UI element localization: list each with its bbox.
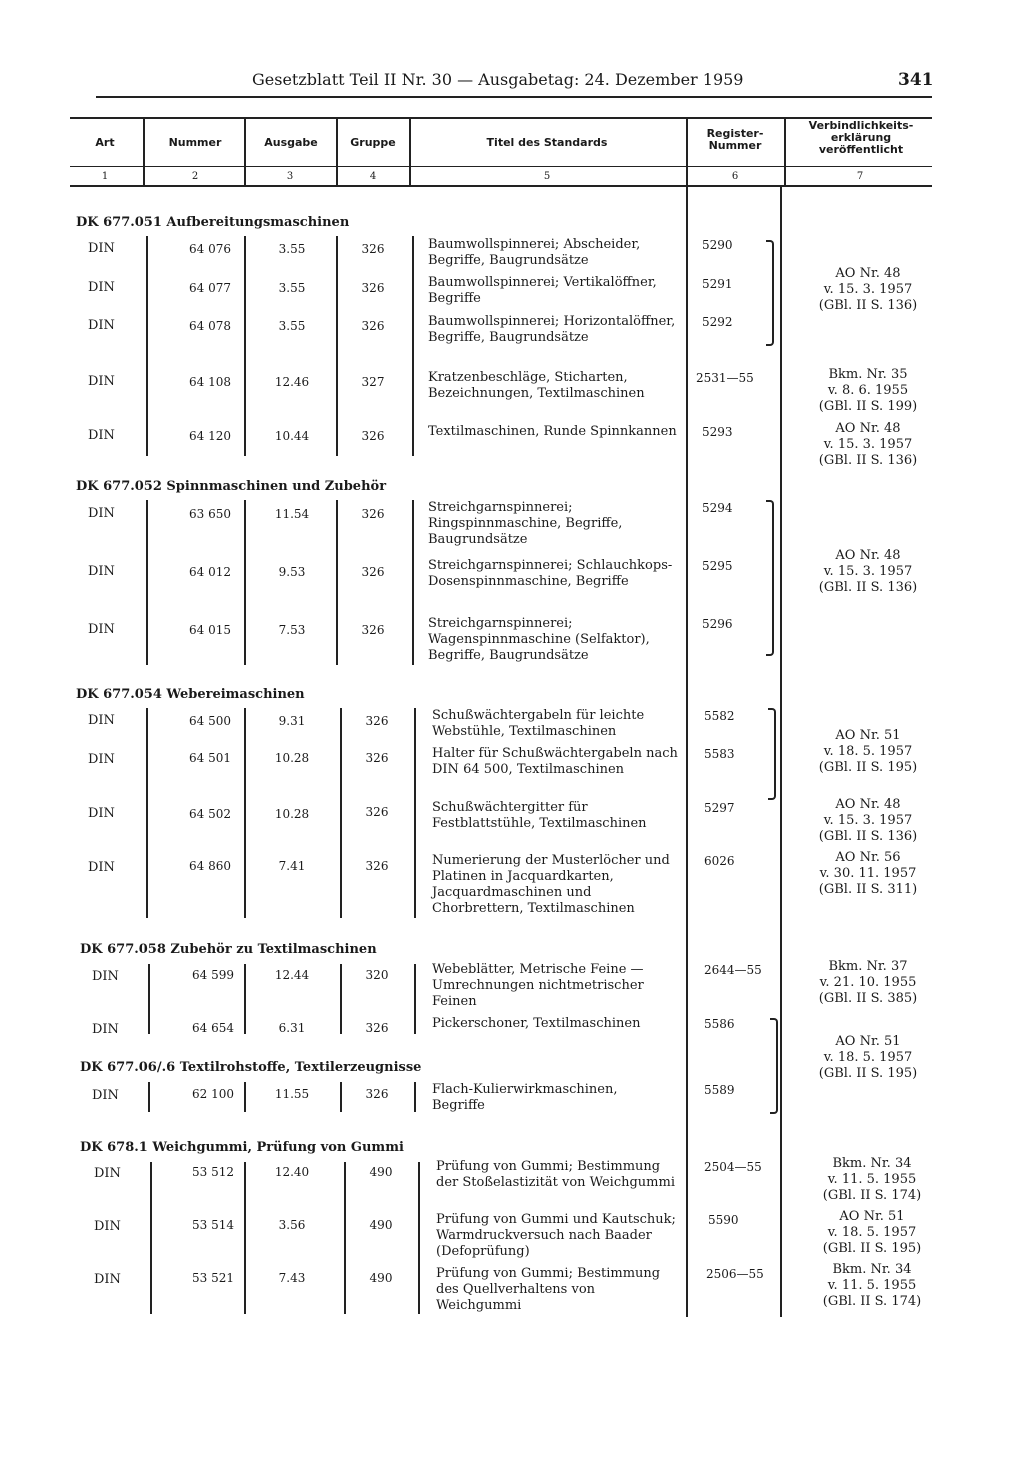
section-col-divider xyxy=(146,236,148,456)
cell-ausgabe: 12.40 xyxy=(274,1165,310,1179)
cell-nummer: 64 501 xyxy=(189,751,231,765)
page-header-title: Gesetzblatt Teil II Nr. 30 — Ausgabetag: 24. Dezember 1959 xyxy=(252,70,744,89)
table-top-rule xyxy=(70,117,932,119)
cell-titel: Baumwollspinnerei; Vertikalöffner, Begriffe xyxy=(428,275,657,306)
cell-nummer: 64 599 xyxy=(192,968,234,982)
header-col-divider xyxy=(784,118,786,187)
cell-register: 5291 xyxy=(702,277,733,291)
cell-gruppe: 326 xyxy=(361,319,385,333)
cell-register: 5292 xyxy=(702,315,733,329)
section-heading: DK 677.054 Webereimaschinen xyxy=(76,687,305,702)
brace-bracket xyxy=(766,240,774,346)
cell-ausgabe: 9.53 xyxy=(278,565,306,579)
cell-register: 5296 xyxy=(702,617,733,631)
cell-ausgabe: 3.55 xyxy=(278,319,306,333)
cell-gruppe: 490 xyxy=(369,1165,393,1179)
cell-register: 2531—55 xyxy=(696,371,754,385)
cell-art: DIN xyxy=(88,374,115,389)
col-header-ausgabe: Ausgabe xyxy=(264,136,318,149)
cell-ausgabe: 11.55 xyxy=(274,1087,310,1101)
brace-bracket xyxy=(766,500,774,656)
cell-register: 5583 xyxy=(704,747,735,761)
cell-gruppe: 490 xyxy=(369,1271,393,1285)
col-num-3: 3 xyxy=(286,171,294,182)
section-col-divider xyxy=(336,236,338,456)
cell-gruppe: 327 xyxy=(361,375,385,389)
cell-register: 5297 xyxy=(704,801,735,815)
cell-nummer: 64 500 xyxy=(189,714,231,728)
cell-titel: Pickerschoner, Textilmaschinen xyxy=(432,1016,641,1031)
cell-verbindlichkeit: AO Nr. 48 v. 15. 3. 1957 (GBl. II S. 136) xyxy=(818,797,918,844)
cell-register: 2644—55 xyxy=(704,963,762,977)
cell-register: 5589 xyxy=(704,1083,735,1097)
cell-nummer: 64 860 xyxy=(189,859,231,873)
cell-register: 5586 xyxy=(704,1017,735,1031)
cell-art: DIN xyxy=(92,969,119,984)
cell-gruppe: 326 xyxy=(365,859,389,873)
cell-nummer: 53 514 xyxy=(192,1218,234,1232)
cell-verbindlichkeit: AO Nr. 51 v. 18. 5. 1957 (GBl. II S. 195) xyxy=(818,1034,918,1081)
cell-nummer: 64 015 xyxy=(189,623,231,637)
cell-gruppe: 326 xyxy=(365,1021,389,1035)
cell-gruppe: 490 xyxy=(369,1218,393,1232)
cell-gruppe: 326 xyxy=(361,281,385,295)
section-col-divider xyxy=(340,964,342,1034)
section-col-divider xyxy=(414,964,416,1034)
cell-verbindlichkeit: AO Nr. 51 v. 18. 5. 1957 (GBl. II S. 195) xyxy=(818,728,918,775)
cell-ausgabe: 12.44 xyxy=(274,968,310,982)
cell-titel: Streichgarnspinnerei; Ringspinnmaschine, Begriffe, Baugrundsätze xyxy=(428,500,623,547)
header-col-divider xyxy=(686,118,688,187)
col-header-nummer: Nummer xyxy=(168,136,222,149)
cell-art: DIN xyxy=(88,860,115,875)
section-col-divider xyxy=(148,1082,150,1112)
cell-verbindlichkeit: AO Nr. 48 v. 15. 3. 1957 (GBl. II S. 136) xyxy=(818,266,918,313)
section-heading: DK 677.051 Aufbereitungsmaschinen xyxy=(76,215,350,230)
cell-art: DIN xyxy=(88,506,115,521)
section-col-divider xyxy=(336,500,338,665)
section-col-divider xyxy=(414,1082,416,1112)
cell-titel: Baumwollspinnerei; Abscheider, Begriffe, Baugrundsätze xyxy=(428,237,641,268)
cell-verbindlichkeit: Bkm. Nr. 35 v. 8. 6. 1955 (GBl. II S. 199) xyxy=(818,367,918,414)
page-number: 341 xyxy=(898,70,934,90)
col-num-5: 5 xyxy=(543,171,551,182)
header-col-divider xyxy=(409,118,411,187)
cell-titel: Prüfung von Gummi; Bestimmung des Quellverhaltens von Weichgummi xyxy=(436,1266,661,1313)
col-num-1: 1 xyxy=(101,171,109,182)
cell-register: 6026 xyxy=(704,854,735,868)
section-col-divider xyxy=(146,500,148,665)
col-header-gruppe: Gruppe xyxy=(350,136,396,149)
brace-bracket xyxy=(768,708,776,800)
cell-art: DIN xyxy=(88,564,115,579)
cell-ausgabe: 12.46 xyxy=(274,375,310,389)
cell-gruppe: 326 xyxy=(365,714,389,728)
cell-titel: Prüfung von Gummi und Kautschuk; Warmdruckversuch nach Baader (Defoprüfung) xyxy=(436,1212,676,1259)
cell-art: DIN xyxy=(88,280,115,295)
section-col-divider xyxy=(340,1082,342,1112)
cell-verbindlichkeit: Bkm. Nr. 37 v. 21. 10. 1955 (GBl. II S. 385) xyxy=(818,959,918,1006)
cell-titel: Flach-Kulierwirkmaschinen, Begriffe xyxy=(432,1082,618,1113)
section-col-divider xyxy=(414,708,416,918)
cell-ausgabe: 7.41 xyxy=(278,859,306,873)
col-header-register: Register-Nummer xyxy=(706,127,764,152)
col-num-4: 4 xyxy=(369,171,377,182)
cell-titel: Numerierung der Musterlöcher und Platinen in Jacquardkarten, Jacquardmaschinen und Chorbrettern, Textilmaschinen xyxy=(432,853,670,916)
cell-titel: Prüfung von Gummi; Bestimmung der Stoßelastizität von Weichgummi xyxy=(436,1159,675,1190)
section-col-divider xyxy=(150,1162,152,1314)
cell-nummer: 64 078 xyxy=(189,319,231,333)
cell-nummer: 64 076 xyxy=(189,242,231,256)
cell-register: 5294 xyxy=(702,501,733,515)
section-col-divider xyxy=(244,236,246,456)
section-col-divider xyxy=(244,500,246,665)
cell-titel: Webeblätter, Metrische Feine — Umrechnungen nichtmetrischer Feinen xyxy=(432,962,644,1009)
cell-art: DIN xyxy=(88,241,115,256)
cell-nummer: 64 654 xyxy=(192,1021,234,1035)
cell-register: 5295 xyxy=(702,559,733,573)
cell-verbindlichkeit: AO Nr. 51 v. 18. 5. 1957 (GBl. II S. 195) xyxy=(822,1209,922,1256)
header-col-divider xyxy=(143,118,145,187)
col-num-7: 7 xyxy=(856,171,864,182)
cell-nummer: 53 521 xyxy=(192,1271,234,1285)
cell-nummer: 64 012 xyxy=(189,565,231,579)
cell-titel: Streichgarnspinnerei; Schlauchkops-Dosenspinnmaschine, Begriffe xyxy=(428,558,673,589)
cell-ausgabe: 10.44 xyxy=(274,429,310,443)
cell-register: 5590 xyxy=(708,1213,739,1227)
cell-nummer: 64 120 xyxy=(189,429,231,443)
cell-titel: Streichgarnspinnerei; Wagenspinnmaschine (Selfaktor), Begriffe, Baugrundsätze xyxy=(428,616,650,663)
cell-titel: Textilmaschinen, Runde Spinnkannen xyxy=(428,424,677,439)
cell-titel: Baumwollspinnerei; Horizontalöffner, Begriffe, Baugrundsätze xyxy=(428,314,676,345)
cell-art: DIN xyxy=(88,713,115,728)
cell-register: 5290 xyxy=(702,238,733,252)
col-num-6: 6 xyxy=(731,171,739,182)
cell-art: DIN xyxy=(94,1219,121,1234)
cell-art: DIN xyxy=(88,318,115,333)
cell-art: DIN xyxy=(92,1022,119,1037)
cell-gruppe: 326 xyxy=(361,507,385,521)
header-col-divider xyxy=(336,118,338,187)
cell-verbindlichkeit: Bkm. Nr. 34 v. 11. 5. 1955 (GBl. II S. 174) xyxy=(822,1156,922,1203)
section-heading: DK 677.06/.6 Textilrohstoffe, Textilerzeugnisse xyxy=(80,1060,422,1075)
header-col-divider xyxy=(244,118,246,187)
cell-titel: Schußwächtergitter für Festblattstühle, Textilmaschinen xyxy=(432,800,647,831)
col-header-titel: Titel des Standards xyxy=(486,136,608,149)
cell-art: DIN xyxy=(88,622,115,637)
cell-verbindlichkeit: AO Nr. 48 v. 15. 3. 1957 (GBl. II S. 136) xyxy=(818,421,918,468)
cell-ausgabe: 3.56 xyxy=(278,1218,306,1232)
cell-nummer: 53 512 xyxy=(192,1165,234,1179)
cell-ausgabe: 3.55 xyxy=(278,281,306,295)
cell-gruppe: 326 xyxy=(365,751,389,765)
cell-titel: Schußwächtergabeln für leichte Webstühle, Textilmaschinen xyxy=(432,708,645,739)
section-col-divider xyxy=(344,1162,346,1314)
cell-gruppe: 320 xyxy=(365,968,389,982)
section-heading: DK 678.1 Weichgummi, Prüfung von Gummi xyxy=(80,1140,404,1155)
cell-ausgabe: 3.55 xyxy=(278,242,306,256)
header-bottom-rule xyxy=(70,185,932,187)
cell-ausgabe: 7.43 xyxy=(278,1271,306,1285)
cell-art: DIN xyxy=(88,752,115,767)
body-col-divider xyxy=(686,187,688,1317)
section-col-divider xyxy=(148,964,150,1034)
cell-nummer: 63 650 xyxy=(189,507,231,521)
cell-register: 2506—55 xyxy=(706,1267,764,1281)
cell-gruppe: 326 xyxy=(361,242,385,256)
cell-art: DIN xyxy=(88,806,115,821)
cell-titel: Kratzenbeschläge, Sticharten, Bezeichnungen, Textilmaschinen xyxy=(428,370,645,401)
col-header-verbindlichkeit: Verbindlichkeits-erklärung veröffentlicht xyxy=(808,119,914,156)
cell-gruppe: 326 xyxy=(361,623,385,637)
cell-ausgabe: 10.28 xyxy=(274,807,310,821)
section-col-divider xyxy=(340,708,342,918)
cell-titel: Halter für Schußwächtergabeln nach DIN 64 500, Textilmaschinen xyxy=(432,746,678,777)
cell-register: 5293 xyxy=(702,425,733,439)
cell-ausgabe: 6.31 xyxy=(278,1021,306,1035)
section-col-divider xyxy=(146,708,148,918)
section-heading: DK 677.058 Zubehör zu Textilmaschinen xyxy=(80,942,377,957)
cell-gruppe: 326 xyxy=(365,805,389,819)
cell-nummer: 64 108 xyxy=(189,375,231,389)
cell-register: 5582 xyxy=(704,709,735,723)
cell-art: DIN xyxy=(94,1272,121,1287)
section-col-divider xyxy=(412,500,414,665)
cell-verbindlichkeit: AO Nr. 56 v. 30. 11. 1957 (GBl. II S. 311) xyxy=(818,850,918,897)
header-rule xyxy=(96,96,932,98)
section-col-divider xyxy=(418,1162,420,1314)
brace-bracket xyxy=(770,1018,778,1114)
cell-nummer: 64 502 xyxy=(189,807,231,821)
cell-nummer: 64 077 xyxy=(189,281,231,295)
cell-gruppe: 326 xyxy=(361,429,385,443)
section-col-divider xyxy=(412,236,414,456)
cell-ausgabe: 9.31 xyxy=(278,714,306,728)
cell-verbindlichkeit: AO Nr. 48 v. 15. 3. 1957 (GBl. II S. 136) xyxy=(818,548,918,595)
section-heading: DK 677.052 Spinnmaschinen und Zubehör xyxy=(76,479,387,494)
cell-gruppe: 326 xyxy=(365,1087,389,1101)
cell-art: DIN xyxy=(88,428,115,443)
cell-ausgabe: 7.53 xyxy=(278,623,306,637)
cell-verbindlichkeit: Bkm. Nr. 34 v. 11. 5. 1955 (GBl. II S. 174) xyxy=(822,1262,922,1309)
cell-ausgabe: 11.54 xyxy=(274,507,310,521)
cell-ausgabe: 10.28 xyxy=(274,751,310,765)
col-header-art: Art xyxy=(95,136,115,149)
cell-art: DIN xyxy=(92,1088,119,1103)
cell-gruppe: 326 xyxy=(361,565,385,579)
section-col-divider xyxy=(244,1162,246,1314)
header-sub-rule xyxy=(70,166,932,167)
cell-nummer: 62 100 xyxy=(192,1087,234,1101)
cell-register: 2504—55 xyxy=(704,1160,762,1174)
cell-art: DIN xyxy=(94,1166,121,1181)
col-num-2: 2 xyxy=(191,171,199,182)
